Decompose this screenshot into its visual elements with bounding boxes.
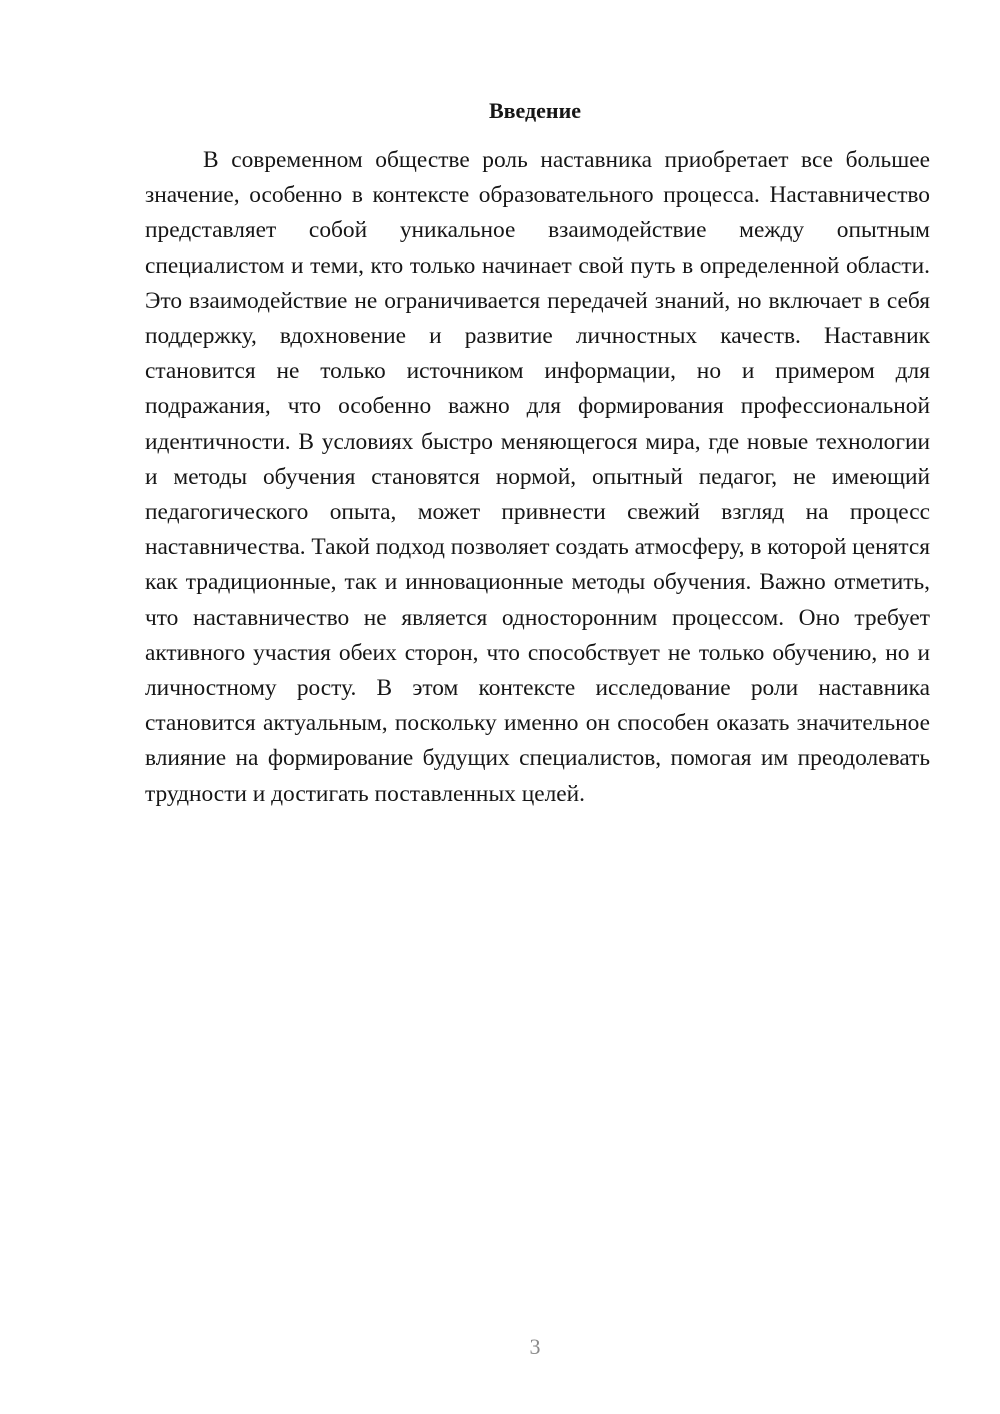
section-heading: Введение: [488, 98, 582, 123]
page-number: 3: [529, 1334, 541, 1359]
body-paragraph: В современном обществе роль наставника приобретает все большее значение, особенно в контексте образовательного процесса. Наставничество представляет собой уникальное взаимодействие между опытным специалистом и теми, кто только начинает свой путь в определенной области. Это взаимодействие не ограничивается передачей знаний, но включает в себя поддержку, вдохновение и развитие личностных качеств. Наставник становится не только источником информации, но и примером для подражания, что особенно важно для формирования профессиональной идентичности. В условиях быстро меняющегося мира, где новые технологии и методы обучения становятся нормой, опытный педагог, не имеющий педагогического опыта, может привнести свежий взгляд на процесс наставничества. Такой подход позволяет создать атмосферу, в которой ценятся как традиционные, так и инновационные методы обучения. Важно отметить, что наставничество не является односторонним процессом. Оно требует активного участия обеих сторон, что способствует не только обучению, но и личностному росту. В этом контексте исследование роли наставника становится актуальным, поскольку именно он способен оказать значительное влияние на формирование будущих специалистов, помогая им преодолевать трудности и достигать поставленных целей.: [145, 147, 931, 807]
